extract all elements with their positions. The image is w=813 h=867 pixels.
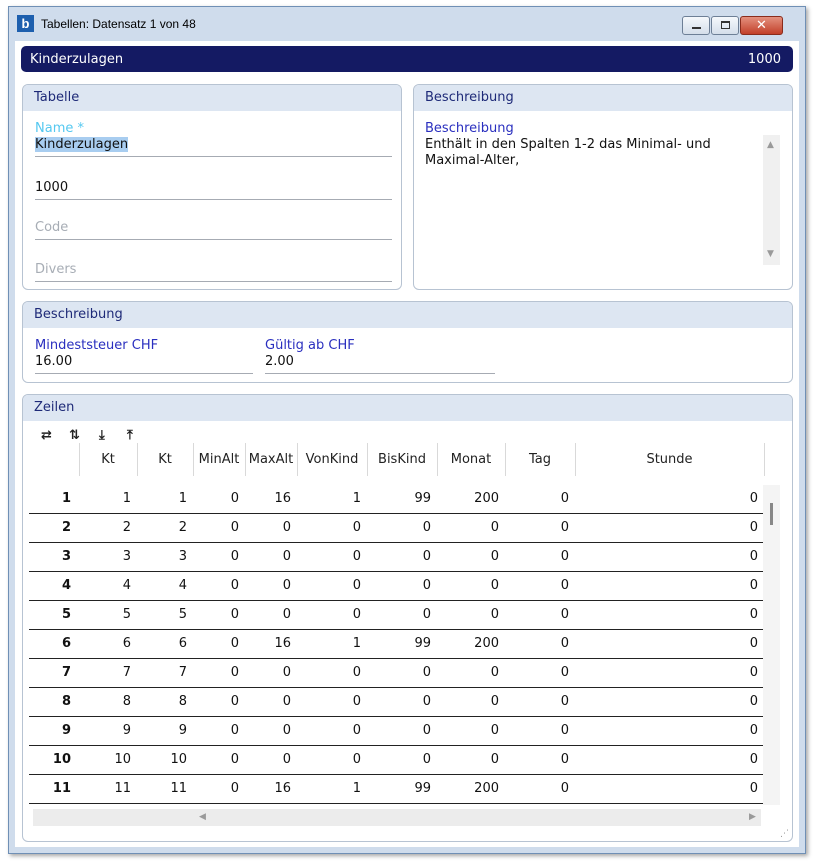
table-cell[interactable]: 0 — [437, 745, 505, 774]
title-bar[interactable] — [9, 7, 805, 41]
table-cell[interactable]: 0 — [297, 513, 367, 542]
name-value[interactable]: Kinderzulagen — [35, 137, 129, 152]
beschreibung-scrollbar[interactable] — [763, 135, 780, 265]
table-cell[interactable]: 0 — [367, 513, 437, 542]
table-cell[interactable]: 10 — [137, 745, 193, 774]
table-vertical-scrollbar[interactable] — [763, 485, 780, 805]
table-cell[interactable]: 9 — [79, 716, 137, 745]
table-cell[interactable]: 10 — [79, 745, 137, 774]
table-cell[interactable]: 0 — [575, 513, 764, 542]
table-cell[interactable]: 16 — [245, 629, 297, 658]
column-header[interactable]: Kt — [79, 443, 137, 476]
table-cell[interactable]: 0 — [245, 716, 297, 745]
table-row[interactable] — [29, 658, 764, 687]
table-cell[interactable]: 0 — [505, 629, 575, 658]
minimize-button[interactable] — [682, 16, 710, 35]
table-cell[interactable]: 0 — [193, 600, 245, 629]
table-row[interactable] — [29, 629, 764, 658]
number-field[interactable] — [35, 179, 392, 200]
gueltig-label: Gültig ab CHF — [265, 338, 355, 353]
table-cell[interactable]: 0 — [193, 513, 245, 542]
table-cell[interactable]: 200 — [437, 484, 505, 513]
table-cell[interactable]: 0 — [437, 716, 505, 745]
table-cell[interactable]: 6 — [137, 629, 193, 658]
table-cell[interactable]: 0 — [575, 745, 764, 774]
resize-grip-icon[interactable]: ⋰ — [780, 829, 789, 839]
table-row[interactable] — [29, 716, 764, 745]
maximize-button[interactable] — [711, 16, 739, 35]
sort-icon[interactable]: ⇅ — [69, 428, 80, 443]
swap-columns-icon[interactable]: ⇄ — [41, 428, 52, 443]
tabelle-panel — [22, 84, 402, 290]
table-row[interactable] — [29, 774, 764, 803]
table-cell[interactable]: 0 — [575, 716, 764, 745]
column-header[interactable]: Monat — [437, 443, 505, 476]
table-cell[interactable]: 7 — [137, 658, 193, 687]
table-row[interactable] — [29, 600, 764, 629]
table-row[interactable] — [29, 745, 764, 774]
name-field[interactable] — [35, 121, 392, 157]
table-cell[interactable]: 11 — [79, 774, 137, 803]
table-cell[interactable]: 0 — [193, 542, 245, 571]
zeilen-panel-title: Zeilen — [23, 395, 792, 421]
record-number: 1000 — [747, 52, 781, 67]
table-cell[interactable]: 200 — [437, 629, 505, 658]
table-cell[interactable]: 0 — [367, 600, 437, 629]
table-cell[interactable]: 16 — [245, 774, 297, 803]
table-cell[interactable]: 0 — [193, 629, 245, 658]
table-cell[interactable]: 0 — [505, 716, 575, 745]
table-cell[interactable]: 0 — [297, 542, 367, 571]
table-cell[interactable]: 0 — [297, 658, 367, 687]
table-cell[interactable]: 0 — [505, 542, 575, 571]
table-cell[interactable]: 0 — [575, 542, 764, 571]
zeilen-panel — [22, 394, 793, 842]
column-header[interactable]: BisKind — [367, 443, 437, 476]
table-cell[interactable]: 0 — [245, 542, 297, 571]
row-number[interactable]: 3 — [29, 542, 79, 571]
table-cell[interactable]: 0 — [193, 745, 245, 774]
beschreibung-text-line2: Maximal-Alter, — [425, 153, 520, 168]
table-cell[interactable]: 0 — [245, 687, 297, 716]
table-header-row — [29, 443, 764, 476]
beschreibung-panel-title: Beschreibung — [414, 85, 792, 111]
table-cell[interactable]: 0 — [245, 513, 297, 542]
table-cell[interactable]: 0 — [505, 774, 575, 803]
table-cell[interactable]: 0 — [297, 745, 367, 774]
table-cell[interactable]: 0 — [575, 687, 764, 716]
scroll-up-icon[interactable]: ▲ — [767, 140, 774, 150]
move-down-icon[interactable]: ⤓ — [99, 428, 105, 443]
table-cell[interactable]: 0 — [367, 542, 437, 571]
table-cell[interactable]: 0 — [437, 658, 505, 687]
table-cell[interactable]: 0 — [575, 629, 764, 658]
table-cell[interactable]: 5 — [79, 600, 137, 629]
number-value[interactable]: 1000 — [35, 180, 69, 195]
table-cell[interactable]: 11 — [137, 774, 193, 803]
table-cell[interactable]: 0 — [575, 774, 764, 803]
table-cell[interactable]: 0 — [297, 600, 367, 629]
row-number[interactable]: 6 — [29, 629, 79, 658]
divers-placeholder[interactable]: Divers — [35, 262, 77, 277]
table-cell[interactable]: 0 — [297, 571, 367, 600]
beschreibung-label: Beschreibung — [425, 121, 514, 136]
table-cell[interactable]: 0 — [193, 774, 245, 803]
table-cell[interactable]: 1 — [297, 629, 367, 658]
table-row[interactable] — [29, 542, 764, 571]
table-cell[interactable]: 0 — [437, 571, 505, 600]
row-number[interactable]: 11 — [29, 774, 79, 803]
table-cell[interactable]: 3 — [79, 542, 137, 571]
column-header[interactable]: Stunde — [575, 443, 764, 476]
table-cell[interactable]: 0 — [575, 484, 764, 513]
tabellen-window — [8, 6, 806, 854]
record-title: Kinderzulagen — [30, 52, 124, 67]
row-number[interactable]: 10 — [29, 745, 79, 774]
table-cell[interactable]: 0 — [505, 687, 575, 716]
table-cell[interactable]: 0 — [245, 600, 297, 629]
table-cell[interactable]: 0 — [505, 745, 575, 774]
beschreibung-text-line1: Enthält in den Spalten 1-2 das Minimal- und — [425, 137, 711, 152]
row-number[interactable]: 9 — [29, 716, 79, 745]
maximize-icon — [721, 21, 730, 29]
table-cell[interactable]: 3 — [137, 542, 193, 571]
table-cell[interactable]: 0 — [505, 658, 575, 687]
table-row[interactable] — [29, 571, 764, 600]
zeilen-table-body — [29, 484, 764, 803]
scroll-right-icon[interactable]: ▶ — [749, 812, 756, 822]
table-cell[interactable]: 0 — [505, 571, 575, 600]
table-cell[interactable]: 0 — [575, 600, 764, 629]
gueltig-field[interactable] — [265, 338, 495, 374]
table-cell[interactable]: 1 — [79, 484, 137, 513]
zeilen-table — [29, 443, 765, 804]
close-button[interactable] — [740, 16, 783, 35]
row-number[interactable]: 1 — [29, 484, 79, 513]
table-cell[interactable]: 0 — [575, 571, 764, 600]
mindeststeuer-label: Mindeststeuer CHF — [35, 338, 159, 353]
table-cell[interactable]: 0 — [505, 513, 575, 542]
table-cell[interactable]: 2 — [137, 513, 193, 542]
table-cell[interactable]: 8 — [137, 687, 193, 716]
mindeststeuer-field[interactable] — [35, 338, 253, 374]
table-cell[interactable]: 5 — [137, 600, 193, 629]
table-cell[interactable]: 0 — [437, 687, 505, 716]
table-cell[interactable]: 99 — [367, 774, 437, 803]
table-cell[interactable]: 0 — [193, 716, 245, 745]
mindeststeuer-value[interactable]: 16.00 — [35, 354, 73, 369]
table-cell[interactable]: 0 — [193, 687, 245, 716]
table-cell[interactable]: 8 — [79, 687, 137, 716]
table-cell[interactable]: 0 — [297, 687, 367, 716]
table-horizontal-scrollbar[interactable] — [33, 809, 761, 826]
window-title: Tabellen: Datensatz 1 von 48 — [41, 17, 196, 31]
table-row[interactable] — [29, 687, 764, 716]
beschreibung-textarea[interactable] — [425, 121, 755, 168]
table-cell[interactable]: 99 — [367, 629, 437, 658]
table-cell[interactable]: 0 — [367, 687, 437, 716]
scroll-left-icon[interactable]: ◀ — [199, 812, 206, 822]
table-cell[interactable]: 0 — [575, 658, 764, 687]
table-cell[interactable]: 0 — [505, 484, 575, 513]
table-row[interactable] — [29, 513, 764, 542]
table-cell[interactable]: 0 — [437, 542, 505, 571]
column-header[interactable]: VonKind — [297, 443, 367, 476]
table-cell[interactable]: 0 — [367, 571, 437, 600]
column-header[interactable]: Tag — [505, 443, 575, 476]
name-label: Name * — [35, 121, 84, 136]
move-up-icon[interactable]: ⤒ — [127, 428, 133, 443]
table-cell[interactable]: 99 — [367, 484, 437, 513]
code-placeholder[interactable]: Code — [35, 220, 69, 235]
table-cell[interactable]: 0 — [193, 571, 245, 600]
gueltig-value[interactable]: 2.00 — [265, 354, 294, 369]
table-cell[interactable]: 0 — [297, 716, 367, 745]
table-row[interactable] — [29, 484, 764, 513]
table-cell[interactable]: 0 — [505, 600, 575, 629]
row-number[interactable]: 5 — [29, 600, 79, 629]
row-number[interactable]: 4 — [29, 571, 79, 600]
window-client — [15, 41, 799, 847]
tabelle-panel-title: Tabelle — [23, 85, 401, 111]
table-cell[interactable]: 2 — [79, 513, 137, 542]
table-cell[interactable]: 1 — [137, 484, 193, 513]
record-header — [21, 46, 793, 72]
table-cell[interactable]: 0 — [245, 571, 297, 600]
table-cell[interactable]: 0 — [437, 513, 505, 542]
table-cell[interactable]: 1 — [297, 484, 367, 513]
table-cell[interactable]: 4 — [79, 571, 137, 600]
column-header[interactable]: MaxAlt — [245, 443, 297, 476]
table-cell[interactable]: 6 — [79, 629, 137, 658]
minimize-icon — [692, 27, 701, 29]
table-cell[interactable]: 200 — [437, 774, 505, 803]
table-cell[interactable]: 0 — [437, 600, 505, 629]
table-cell[interactable]: 0 — [367, 716, 437, 745]
column-header[interactable]: MinAlt — [193, 443, 245, 476]
beschreibung-values-panel — [22, 301, 793, 383]
row-number[interactable]: 7 — [29, 658, 79, 687]
code-field[interactable] — [35, 220, 392, 240]
table-cell[interactable]: 1 — [297, 774, 367, 803]
table-cell[interactable]: 0 — [245, 745, 297, 774]
table-cell[interactable]: 16 — [245, 484, 297, 513]
scroll-down-icon[interactable]: ▼ — [767, 249, 774, 259]
table-cell[interactable]: 7 — [79, 658, 137, 687]
table-cell[interactable]: 9 — [137, 716, 193, 745]
close-icon: ✕ — [756, 18, 767, 33]
beschreibung-panel — [413, 84, 793, 290]
table-cell[interactable]: 0 — [193, 484, 245, 513]
row-number-header — [29, 443, 79, 476]
row-number[interactable]: 2 — [29, 513, 79, 542]
table-cell[interactable]: 0 — [193, 658, 245, 687]
app-logo-icon: b — [17, 15, 34, 32]
beschreibung-values-title: Beschreibung — [23, 302, 792, 328]
divers-field[interactable] — [35, 262, 392, 282]
row-number[interactable]: 8 — [29, 687, 79, 716]
table-cell[interactable]: 0 — [245, 658, 297, 687]
table-cell[interactable]: 0 — [367, 658, 437, 687]
table-cell[interactable]: 0 — [367, 745, 437, 774]
table-cell[interactable]: 4 — [137, 571, 193, 600]
column-header[interactable]: Kt — [137, 443, 193, 476]
table-scroll-thumb[interactable] — [770, 503, 773, 525]
